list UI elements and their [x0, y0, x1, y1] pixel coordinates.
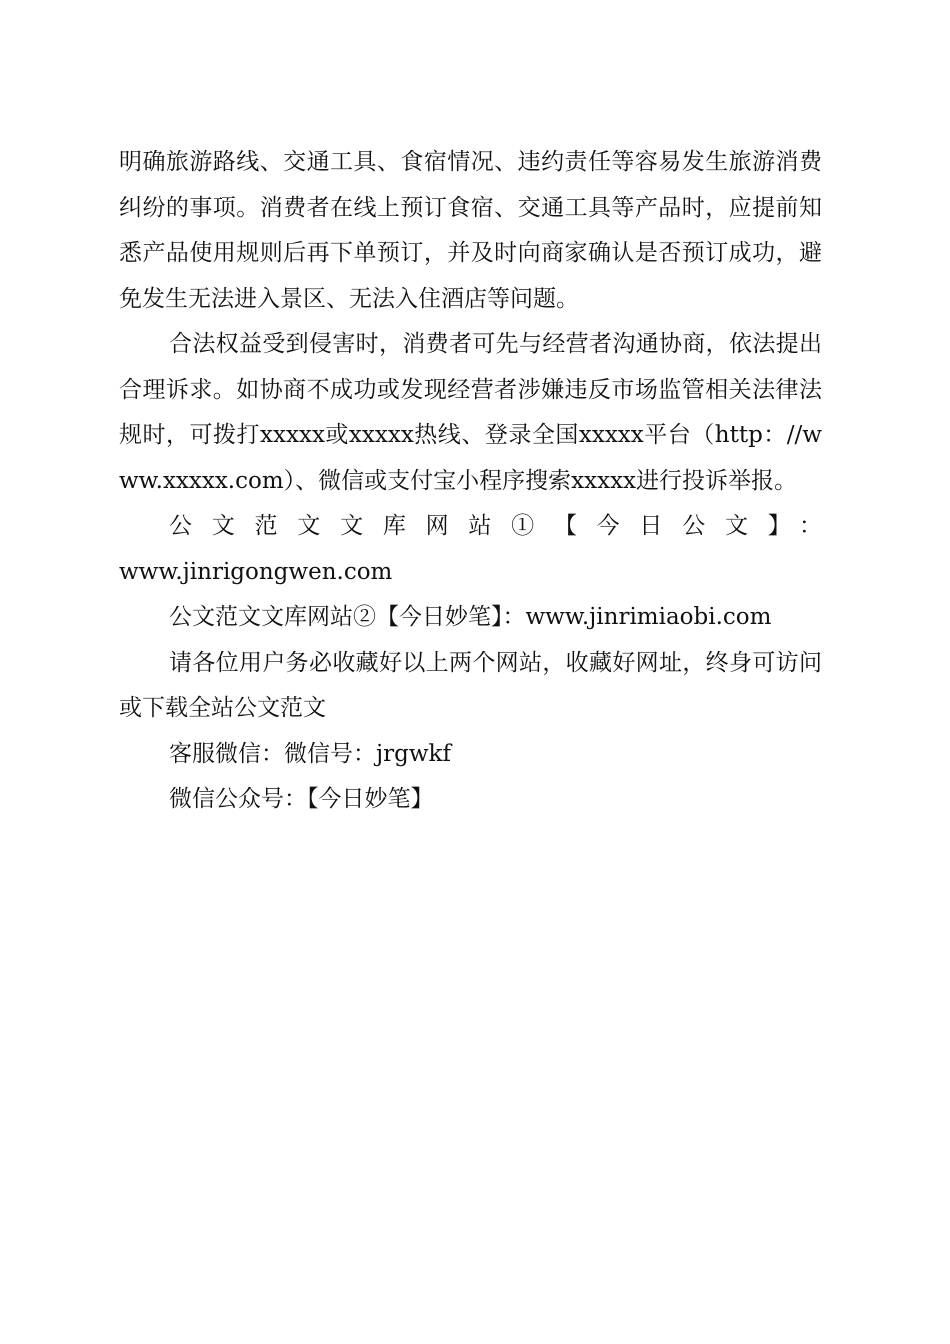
site1-url: www.jinrigongwen.com	[119, 558, 393, 585]
document-body	[119, 140, 822, 823]
service-wechat: 客服微信：微信号：jrgwkf	[169, 740, 451, 767]
site2-line: 公文范文文库网站②【今日妙笔】：www.jinrimiaobi.com	[169, 604, 772, 630]
paragraph-rights-complaint: 合法权益受到侵害时，消费者可先与经营者沟通协商，依法提出合理诉求。如协商不成功或发现经营者涉嫌违反市场监管相关法律法规时，可拨打xxxxx或xxxxx热线、登录全国xxxxx平台（http：//www.xxxxx.com）、微信或支付宝小程序搜索xxxxx进行投诉举报。	[119, 331, 822, 494]
site1-label: 公文范文文库网站①【今日公文】：	[169, 513, 822, 539]
paragraph-travel-booking: 明确旅游路线、交通工具、食宿情况、违约责任等容易发生旅游消费纠纷的事项。消费者在线上预订食宿、交通工具等产品时，应提前知悉产品使用规则后再下单预订，并及时向商家确认是否预订成功，避免发生无法进入景区、无法入住酒店等问题。	[119, 149, 822, 312]
bookmark-notice: 请各位用户务必收藏好以上两个网站，收藏好网址，终身可访问或下载全站公文范文	[119, 649, 822, 721]
official-account: 微信公众号：【今日妙笔】	[169, 786, 434, 812]
